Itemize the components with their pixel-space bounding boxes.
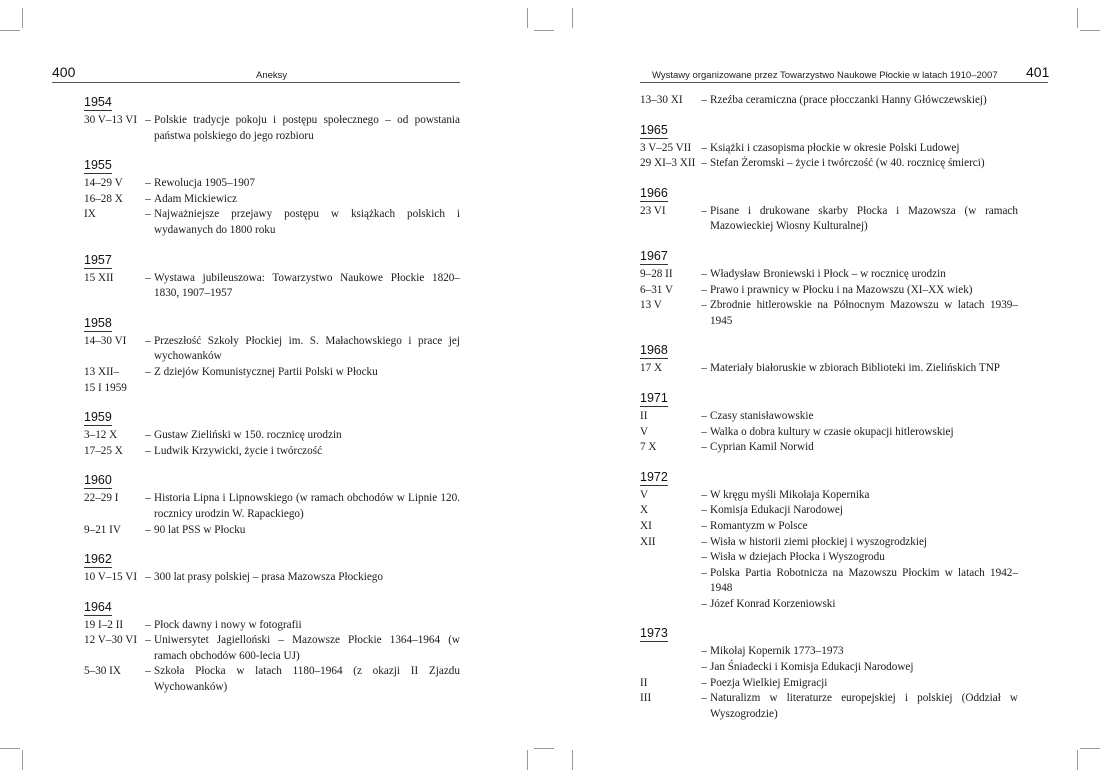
exhibition-entry [84, 570, 460, 586]
exhibition-title: Rzeźba ceramiczna (prace płocczanki Hanny Główczewskiej) [710, 94, 987, 106]
exhibition-entry [84, 334, 460, 365]
exhibition-date: XI [640, 519, 652, 532]
dash-separator: – [701, 645, 707, 658]
year-heading: 1962 [84, 552, 112, 567]
year-heading: 1968 [640, 343, 668, 358]
dash-separator: – [145, 177, 151, 190]
exhibition-date: 5–30 IX [84, 665, 121, 678]
year-block [640, 235, 1018, 329]
exhibition-entry [84, 176, 460, 192]
exhibition-date: 10 V–15 VI [84, 571, 138, 584]
year-heading: 1954 [84, 95, 112, 109]
exhibition-title: Książki i czasopisma płockie w okresie Polski Ludowej [710, 141, 960, 154]
running-head-right: Wystawy organizowane przez Towarzystwo Naukowe Płockie w latach 1910–2007 [652, 70, 998, 81]
dash-separator: – [145, 618, 151, 631]
exhibition-date: 30 V–13 VI [84, 114, 138, 126]
dash-separator: – [701, 519, 707, 532]
exhibition-entry [84, 381, 460, 397]
dash-separator: – [701, 409, 707, 422]
year-block [640, 377, 1018, 456]
dash-separator: – [701, 267, 707, 280]
exhibition-date: IX [84, 208, 96, 221]
exhibition-title: Naturalizm w literaturze europejskiej i polskiej (Oddział w Wyszogrodzie) [710, 692, 1018, 720]
exhibition-title: Cyprian Kamil Norwid [710, 441, 814, 454]
exhibition-entry [640, 141, 1018, 157]
crop-mark [572, 750, 573, 770]
exhibition-date: 23 VI [640, 204, 666, 217]
dash-separator: – [145, 492, 151, 505]
exhibition-entry [640, 409, 1018, 425]
exhibition-title: Płock dawny i nowy w fotografii [154, 618, 302, 631]
exhibition-title: Walka o dobra kultury w czasie okupacji hitlerowskiej [710, 425, 954, 438]
year-heading: 1959 [84, 410, 112, 425]
year-block [84, 538, 460, 586]
year-block [84, 396, 460, 459]
crop-mark [534, 748, 554, 749]
year-block [640, 109, 1018, 172]
exhibition-entry [640, 550, 1018, 566]
year-block [84, 586, 460, 696]
exhibition-entry [84, 428, 460, 444]
exhibition-title: Ludwik Krzywicki, życie i twórczość [154, 444, 323, 457]
exhibition-title: Prawo i prawnicy w Płocku i na Mazowszu (XI–XX wiek) [710, 283, 973, 296]
exhibition-date: 29 XI–3 XII [640, 157, 696, 170]
dash-separator: – [145, 665, 151, 678]
exhibition-entry [640, 361, 1018, 377]
exhibition-title: Najważniejsze przejawy postępu w książkach polskich i wydawanych do 1800 roku [154, 208, 460, 236]
exhibition-date [640, 644, 698, 660]
crop-mark [22, 8, 23, 28]
exhibition-entry [84, 444, 460, 460]
exhibition-title: Adam Mickiewicz [154, 192, 237, 205]
dash-separator: – [145, 365, 151, 378]
dash-separator: – [701, 597, 707, 610]
exhibition-entry [84, 365, 460, 381]
dash-separator: – [145, 634, 151, 647]
year-heading: 1960 [84, 473, 112, 488]
year-heading: 1973 [640, 626, 668, 641]
exhibition-date: 12 V–30 VI [84, 634, 138, 647]
crop-mark [1077, 750, 1078, 770]
exhibition-entry [640, 298, 1018, 329]
exhibition-title: Polskie tradycje pokoju i postępu społecznego – od powstania państwa polskiego do jego rozbioru [154, 114, 460, 142]
exhibition-date: 3–12 X [84, 429, 118, 442]
dash-separator: – [145, 114, 151, 126]
exhibition-date: X [640, 504, 649, 517]
exhibition-title: Romantyzm w Polsce [710, 519, 808, 532]
exhibition-date: II [640, 676, 648, 689]
exhibition-title: Szkoła Płocka w latach 1180–1964 (z okazji II Zjazdu Wychowanków) [154, 665, 460, 694]
exhibition-title: Przeszłość Szkoły Płockiej im. S. Małachowskiego i prace jej wychowanków [154, 334, 460, 363]
dash-separator: – [701, 299, 707, 312]
exhibition-entry [84, 664, 460, 695]
year-block [640, 329, 1018, 377]
exhibition-entry [640, 425, 1018, 441]
exhibition-list-right [640, 93, 1018, 722]
exhibition-entry [640, 519, 1018, 535]
exhibition-date: 13 V [640, 299, 662, 312]
dash-separator: – [145, 334, 151, 347]
exhibition-entry [640, 644, 1018, 660]
exhibition-entry [640, 156, 1018, 172]
dash-separator: – [701, 441, 707, 454]
dash-separator: – [701, 551, 707, 564]
dash-separator: – [701, 204, 707, 217]
dash-separator: – [701, 157, 707, 170]
exhibition-date: 9–28 II [640, 267, 673, 280]
exhibition-title: Pisane i drukowane skarby Płocka i Mazowsza (w ramach Mazowieckiej Wiosny Kulturalnej) [710, 204, 1018, 233]
dash-separator: – [701, 535, 707, 548]
exhibition-date: 15 I 1959 [84, 381, 127, 394]
exhibition-date: 14–29 V [84, 177, 123, 190]
year-block [84, 302, 460, 396]
year-block [84, 459, 460, 538]
exhibition-date: 22–29 I [84, 492, 119, 505]
exhibition-entry [640, 488, 1018, 504]
exhibition-date: 19 I–2 II [84, 618, 124, 631]
year-block [84, 144, 460, 238]
exhibition-title: Stefan Żeromski – życie i twórczość (w 40. rocznicę śmierci) [710, 157, 985, 170]
year-heading: 1972 [640, 469, 668, 484]
year-block [640, 172, 1018, 235]
exhibition-title: Wystawa jubileuszowa: Towarzystwo Naukowe Płockie 1820–1830, 1907–1957 [154, 271, 460, 300]
crop-mark [1077, 8, 1078, 28]
exhibition-date [640, 597, 698, 613]
dash-separator [142, 381, 154, 397]
exhibition-title: 90 lat PSS w Płocku [154, 523, 246, 536]
exhibition-date: XII [640, 535, 656, 548]
exhibition-title: Komisja Edukacji Narodowej [710, 504, 843, 517]
year-block [640, 93, 1018, 109]
crop-mark [572, 8, 573, 28]
exhibition-title: W kręgu myśli Mikołaja Kopernika [710, 488, 870, 501]
exhibition-title: Mikołaj Kopernik 1773–1973 [710, 645, 844, 658]
page-number-left: 400 [52, 64, 76, 80]
exhibition-title: Rewolucja 1905–1907 [154, 177, 255, 190]
exhibition-entry [640, 566, 1018, 597]
exhibition-entry [84, 113, 460, 144]
exhibition-entry [640, 93, 1018, 109]
exhibition-date: 9–21 IV [84, 523, 121, 536]
dash-separator: – [701, 692, 707, 705]
exhibition-date: 7 X [640, 441, 657, 454]
dash-separator: – [145, 523, 151, 536]
exhibition-title: Polska Partia Robotnicza na Mazowszu Płockim w latach 1942–1948 [710, 566, 1018, 595]
running-head-left: Aneksy [256, 70, 288, 81]
header-rule-right [640, 82, 1048, 83]
exhibition-title: Czasy stanisławowskie [710, 409, 814, 422]
exhibition-date: II [640, 409, 648, 422]
dash-separator: – [145, 208, 151, 221]
exhibition-date: 13–30 XI [640, 94, 683, 106]
exhibition-entry [84, 618, 460, 634]
exhibition-title: Zbrodnie hitlerowskie na Północnym Mazowszu w latach 1939–1945 [710, 299, 1018, 327]
year-heading: 1955 [84, 158, 112, 173]
dash-separator: – [701, 566, 707, 579]
dash-separator: – [145, 192, 151, 205]
exhibition-entry [640, 267, 1018, 283]
crop-mark [0, 30, 20, 31]
year-heading: 1967 [640, 248, 668, 263]
dash-separator: – [145, 571, 151, 584]
dash-separator: – [701, 283, 707, 296]
year-block [640, 612, 1018, 722]
exhibition-date [640, 550, 698, 566]
exhibition-entry [640, 440, 1018, 456]
exhibition-title: Jan Śniadecki i Komisja Edukacji Narodowej [710, 661, 914, 674]
exhibition-title: Z dziejów Komunistycznej Partii Polski w Płocku [154, 365, 378, 378]
exhibition-title: Wisła w historii ziemi płockiej i wyszogrodzkiej [710, 535, 928, 548]
dash-separator: – [701, 504, 707, 517]
exhibition-title: Materiały białoruskie w zbiorach Biblioteki im. Zielińskich TNP [710, 362, 1000, 375]
exhibition-entry [84, 633, 460, 664]
exhibition-title: Historia Lipna i Lipnowskiego (w ramach obchodów w Lipnie 120. rocznicy urodzin W. Rapackiego) [154, 492, 460, 520]
exhibition-date: 3 V–25 VII [640, 141, 692, 154]
year-heading: 1958 [84, 315, 112, 330]
exhibition-list-left [84, 95, 460, 696]
crop-mark [0, 748, 20, 749]
exhibition-title: 300 lat prasy polskiej – prasa Mazowsza Płockiego [154, 571, 383, 584]
exhibition-date [640, 660, 698, 676]
exhibition-entry [84, 207, 460, 238]
exhibition-title: Józef Konrad Korzeniowski [710, 597, 836, 610]
crop-mark [534, 30, 554, 31]
dash-separator: – [701, 425, 707, 438]
year-block [84, 95, 460, 144]
header-rule-left [52, 82, 460, 83]
year-heading: 1966 [640, 185, 668, 200]
exhibition-date [640, 566, 698, 597]
dash-separator: – [701, 362, 707, 375]
dash-separator: – [701, 676, 707, 689]
year-heading: 1971 [640, 390, 668, 405]
dash-separator: – [145, 444, 151, 457]
exhibition-title: Uniwersytet Jagielloński – Mazowsze Płockie 1364–1964 (w ramach obchodów 600-lecia UJ) [154, 634, 460, 662]
exhibition-date: III [640, 692, 652, 705]
year-block [640, 456, 1018, 613]
exhibition-date: 15 XII [84, 271, 114, 284]
exhibition-entry [640, 535, 1018, 551]
exhibition-entry [640, 204, 1018, 235]
dash-separator: – [701, 661, 707, 674]
exhibition-entry [84, 271, 460, 302]
crop-mark [22, 750, 23, 770]
exhibition-entry [640, 503, 1018, 519]
exhibition-entry [84, 192, 460, 208]
exhibition-entry [640, 691, 1018, 722]
exhibition-date: 6–31 V [640, 283, 674, 296]
crop-mark [1080, 30, 1100, 31]
year-block [84, 239, 460, 302]
exhibition-entry [84, 523, 460, 539]
year-heading: 1965 [640, 122, 668, 137]
exhibition-date: 13 XII– [84, 365, 120, 378]
exhibition-entry [640, 660, 1018, 676]
exhibition-date: V [640, 488, 649, 501]
dash-separator: – [701, 94, 707, 106]
crop-mark [527, 8, 528, 28]
dash-separator: – [145, 429, 151, 442]
year-heading: 1957 [84, 252, 112, 267]
dash-separator: – [701, 488, 707, 501]
exhibition-date: 14–30 VI [84, 334, 127, 347]
exhibition-title: Władysław Broniewski i Płock – w rocznicę urodzin [710, 267, 946, 280]
crop-mark [1080, 748, 1100, 749]
exhibition-date: 16–28 X [84, 192, 123, 205]
exhibition-title: Wisła w dziejach Płocka i Wyszogrodu [710, 551, 885, 564]
year-heading: 1964 [84, 599, 112, 614]
exhibition-entry [84, 491, 460, 522]
page-number-right: 401 [1026, 64, 1050, 80]
crop-mark [527, 750, 528, 770]
exhibition-date: V [640, 425, 649, 438]
dash-separator: – [701, 141, 707, 154]
exhibition-entry [640, 283, 1018, 299]
exhibition-entry [640, 676, 1018, 692]
exhibition-title: Poezja Wielkiej Emigracji [710, 676, 828, 689]
dash-separator: – [145, 271, 151, 284]
exhibition-date: 17 X [640, 362, 663, 375]
exhibition-entry [640, 597, 1018, 613]
exhibition-date: 17–25 X [84, 444, 123, 457]
exhibition-title [154, 381, 460, 397]
exhibition-title: Gustaw Zieliński w 150. rocznicę urodzin [154, 429, 342, 442]
